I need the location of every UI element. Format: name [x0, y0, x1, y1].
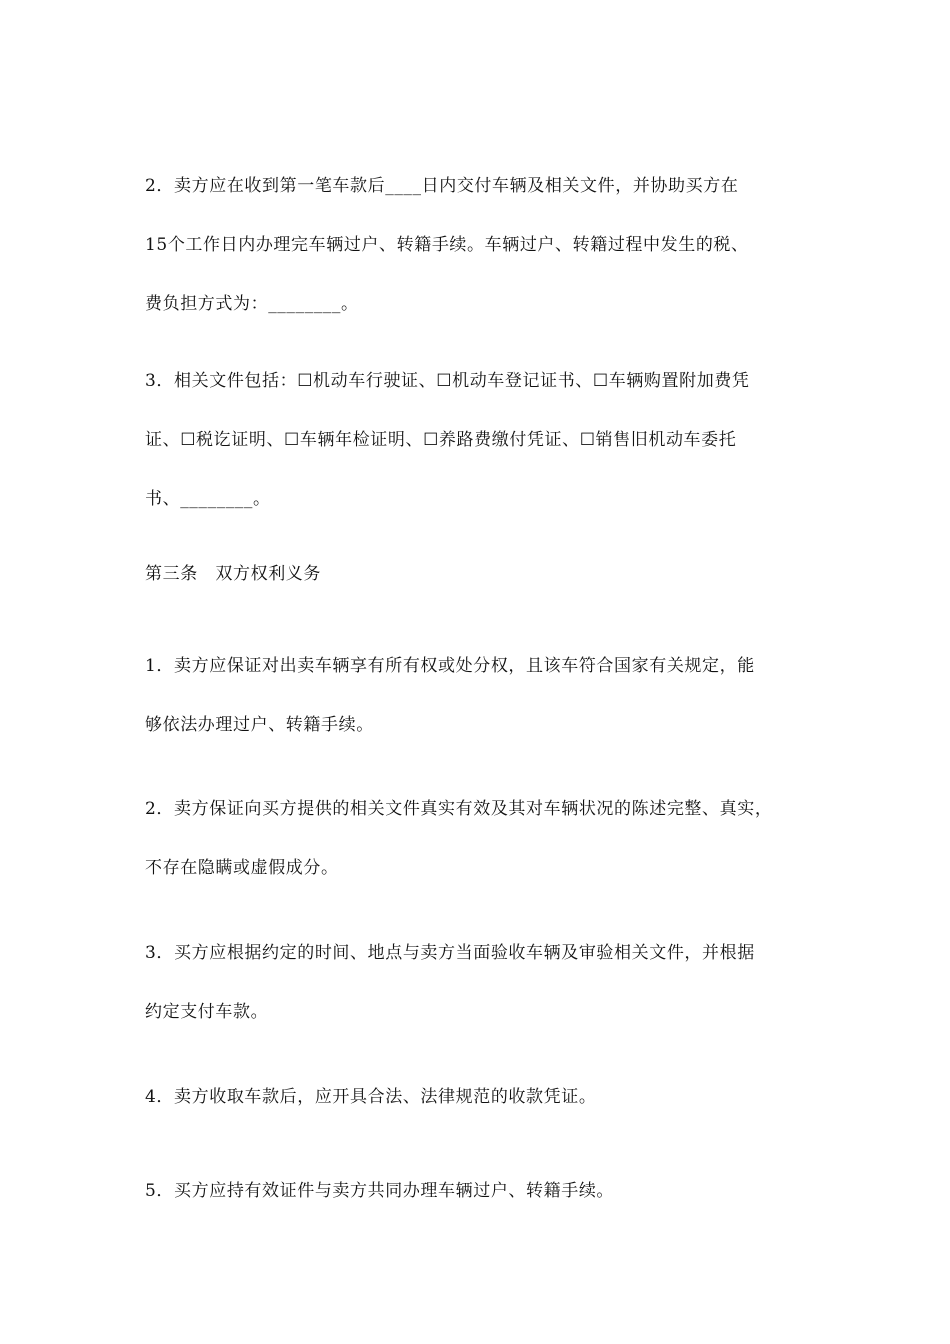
text-line: 3．相关文件包括：☐机动车行驶证、☐机动车登记证书、☐车辆购置附加费凭 [145, 371, 750, 391]
text-line: 3．买方应根据约定的时间、地点与卖方当面验收车辆及审验相关文件，并根据 [145, 943, 755, 963]
rights-clause-5 [145, 1162, 825, 1221]
rights-clause-3 [145, 924, 825, 1042]
text-line: 约定支付车款。 [145, 1002, 269, 1022]
text-line: 书、________。 [145, 489, 271, 509]
text-line: 2．卖方保证向买方提供的相关文件真实有效及其对车辆状况的陈述完整、真实， [145, 799, 773, 819]
text-line: 15个工作日内办理完车辆过户、转籍手续。车辆过户、转籍过程中发生的税、 [145, 235, 749, 255]
clause-2-delivery [145, 157, 825, 334]
rights-clause-1 [145, 637, 825, 755]
rights-clause-4 [145, 1068, 825, 1127]
text-line: 1．卖方应保证对出卖车辆享有所有权或处分权，且该车符合国家有关规定，能 [145, 656, 755, 676]
text-line: 4．卖方收取车款后，应开具合法、法律规范的收款凭证。 [145, 1087, 597, 1107]
text-line: 够依法办理过户、转籍手续。 [145, 715, 374, 735]
article-3-heading: 第三条 双方权利义务 [145, 564, 321, 584]
text-line: 证、☐税讫证明、☐车辆年检证明、☐养路费缴付凭证、☐销售旧机动车委托 [145, 430, 737, 450]
text-line: 费负担方式为：________。 [145, 294, 359, 314]
rights-clause-2 [145, 780, 825, 898]
text-line: 5．买方应持有效证件与卖方共同办理车辆过户、转籍手续。 [145, 1181, 615, 1201]
clause-3-documents [145, 352, 825, 529]
text-line: 不存在隐瞒或虚假成分。 [145, 858, 339, 878]
text-line: 2．卖方应在收到第一笔车款后____日内交付车辆及相关文件，并协助买方在 [145, 176, 739, 196]
